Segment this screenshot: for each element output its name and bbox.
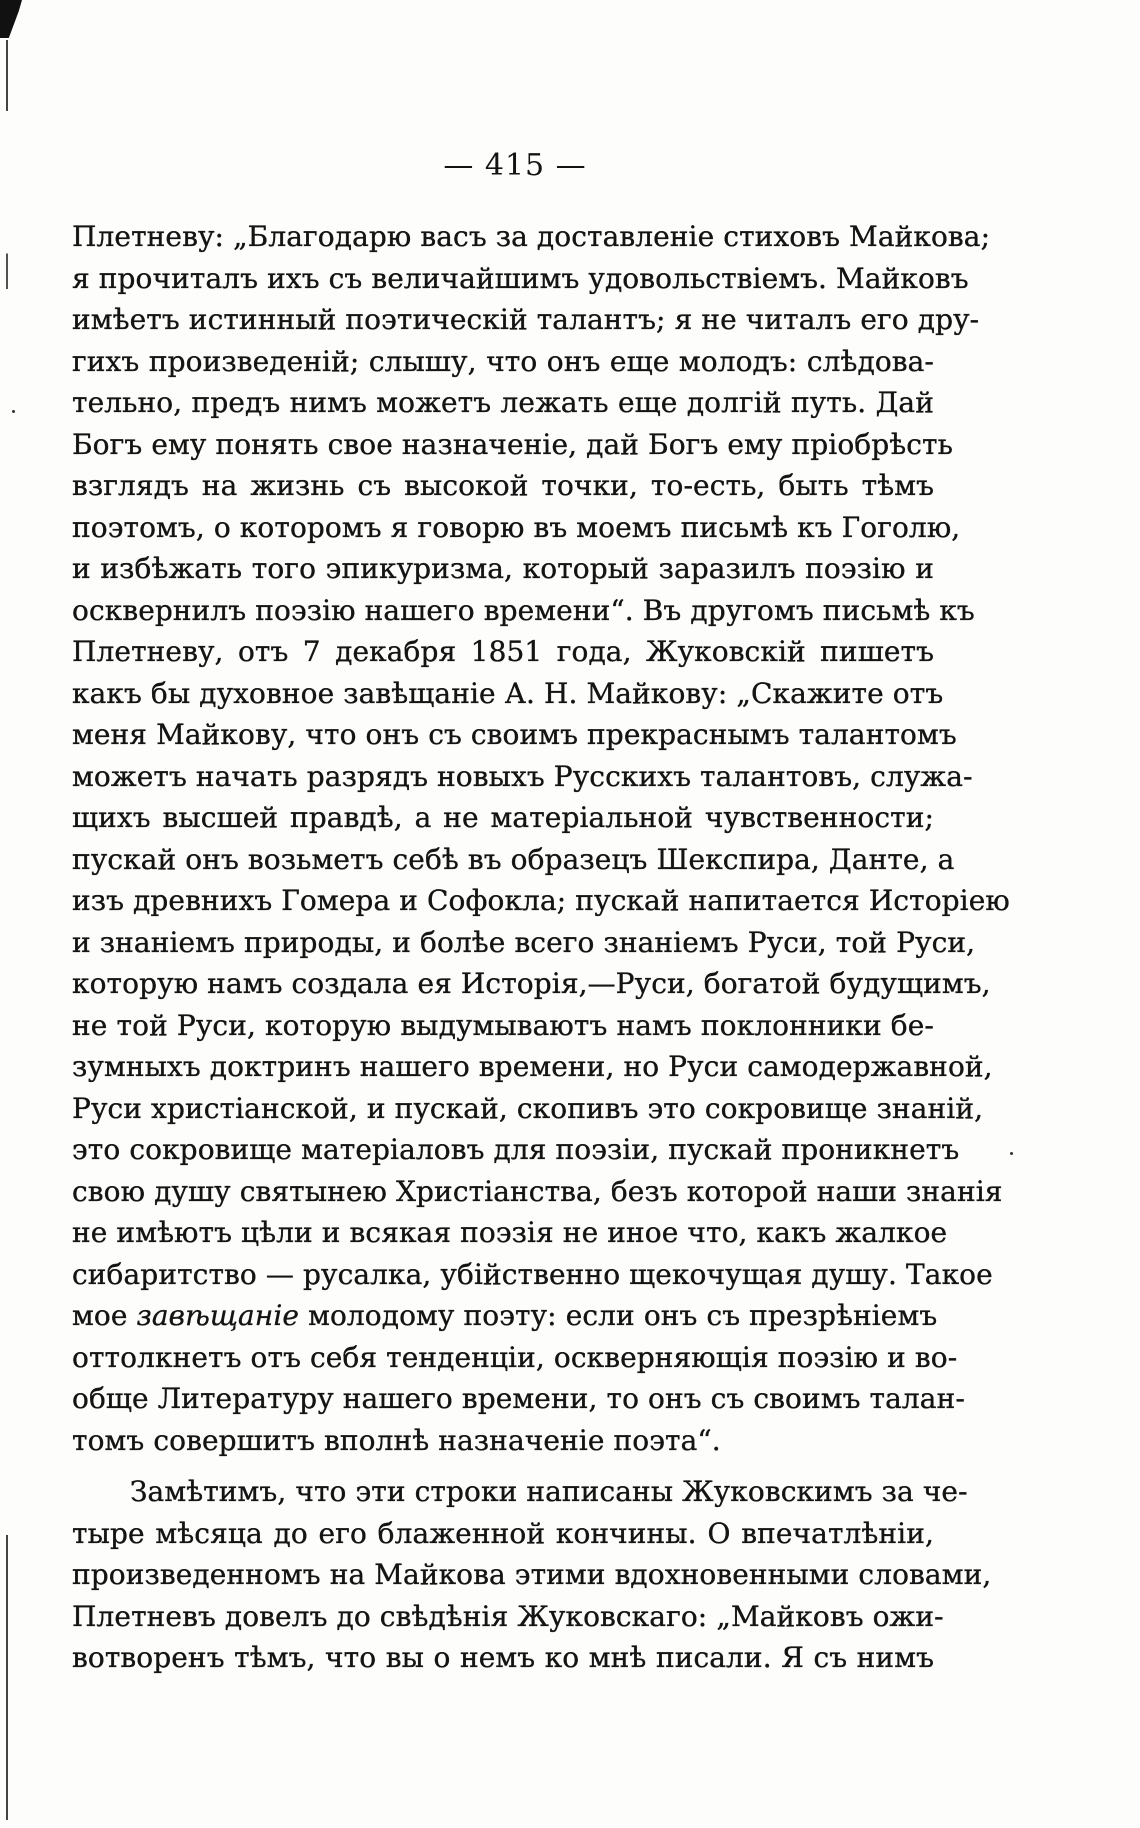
- paragraph-2: [72, 1471, 992, 1679]
- text-line: я прочиталъ ихъ съ величайшимъ удовольствіемъ. Майковъ: [72, 261, 969, 295]
- text-line: пускай онъ возьметъ себѣ въ образецъ Шекспира, Данте, а: [72, 842, 955, 876]
- text-line: оттолкнетъ отъ себя тенденціи, оскверняющія поэзію и во-: [72, 1340, 958, 1374]
- text-line: имѣетъ истинный поэтическій талантъ; я не читалъ его дру-: [72, 303, 980, 336]
- text-line: зумныхъ доктринъ нашего времени, но Руси самодержавной,: [72, 1050, 993, 1083]
- paragraph-1: [72, 216, 1010, 1461]
- text-line: Руси христіанской, и пускай, скопивъ это сокровище знаній,: [72, 1091, 984, 1125]
- italic-emphasis: завѣщаніе: [136, 1299, 300, 1332]
- text-line: щихъ высшей правдѣ, а не матеріальной чувственности;: [72, 801, 934, 834]
- text-line: это сокровище матеріаловъ для поэзіи, пускай проникнетъ: [72, 1133, 960, 1166]
- body-text: [72, 216, 1010, 1679]
- text-line: не той Руси, которую выдумываютъ намъ поклонники бе-: [72, 1008, 934, 1042]
- text-line: и избѣжать того эпикуризма, который заразилъ поэзію и: [72, 552, 934, 585]
- text-line: не имѣютъ цѣли и всякая поэзія не иное что, какъ жалкое: [72, 1216, 948, 1249]
- text-line: Плетневу, отъ 7 декабря 1851 года, Жуковскій пишетъ: [72, 635, 934, 668]
- scan-speck: [1010, 1152, 1013, 1155]
- text-line: томъ совершитъ вполнѣ назначеніе поэта“.: [72, 1423, 721, 1457]
- scan-artifact-mark: [0, 0, 22, 38]
- scan-speck: [12, 410, 15, 413]
- text-line: поэтомъ, о которомъ я говорю въ моемъ письмѣ къ Гоголю,: [72, 510, 961, 544]
- text-line: гихъ произведеній; слышу, что онъ еще молодъ: слѣдова-: [72, 344, 934, 378]
- text-line: сибаритство — русалка, убійственно щекочущая душу. Такое: [72, 1257, 993, 1291]
- text-line: какъ бы духовное завѣщаніе А. Н. Майкову: „Скажите отъ: [72, 676, 944, 710]
- text-line: можетъ начать разрядъ новыхъ Русскихъ талантовъ, служа-: [72, 759, 973, 793]
- text-line: которую намъ создала ея Исторія,—Руси, богатой будущимъ,: [72, 967, 991, 1000]
- text-line: взглядъ на жизнь съ высокой точки, то-есть, быть тѣмъ: [72, 469, 934, 502]
- text-line: произведенномъ на Майкова этими вдохновенными словами,: [72, 1558, 992, 1591]
- text-line: меня Майкову, что онъ съ своимъ прекраснымъ талантомъ: [72, 718, 957, 751]
- text-line: осквернилъ поэзію нашего времени“. Въ другомъ письмѣ къ: [72, 593, 975, 627]
- text-line: и знаніемъ природы, и болѣе всего знаніемъ Руси, той Руси,: [72, 925, 976, 959]
- text-line: изъ древнихъ Гомера и Софокла; пускай напитается Исторіею: [72, 884, 1010, 917]
- text-line: тыре мѣсяца до его блаженной кончины. О впечатлѣніи,: [72, 1516, 934, 1550]
- scan-page-edge: [6, 40, 8, 1820]
- text-run: мое: [72, 1299, 137, 1332]
- page-number: — 415 —: [443, 148, 587, 183]
- text-line: Замѣтимъ, что эти строки написаны Жуковскимъ за че-: [130, 1475, 968, 1508]
- text-line: тельно, предъ нимъ можетъ лежать еще долгій путь. Дай: [72, 386, 934, 419]
- text-line-with-italic: [72, 1295, 938, 1337]
- text-line: Богъ ему понять свое назначеніе, дай Богъ ему пріобрѣсть: [72, 427, 953, 461]
- text-line: обще Литературу нашего времени, то онъ съ своимъ талан-: [72, 1382, 965, 1415]
- text-line: Плетневъ довелъ до свѣдѣнія Жуковскаго: „Майковъ ожи-: [72, 1599, 944, 1633]
- text-line: вотворенъ тѣмъ, что вы о немъ ко мнѣ писали. Я съ нимъ: [72, 1641, 934, 1674]
- text-line: свою душу святынею Христіанства, безъ которой наши знанія: [72, 1174, 1003, 1208]
- text-run: молодому поэту: если онъ съ презрѣніемъ: [299, 1299, 938, 1332]
- text-line: Плетневу: „Благодарю васъ за доставленіе стиховъ Майкова;: [72, 220, 991, 253]
